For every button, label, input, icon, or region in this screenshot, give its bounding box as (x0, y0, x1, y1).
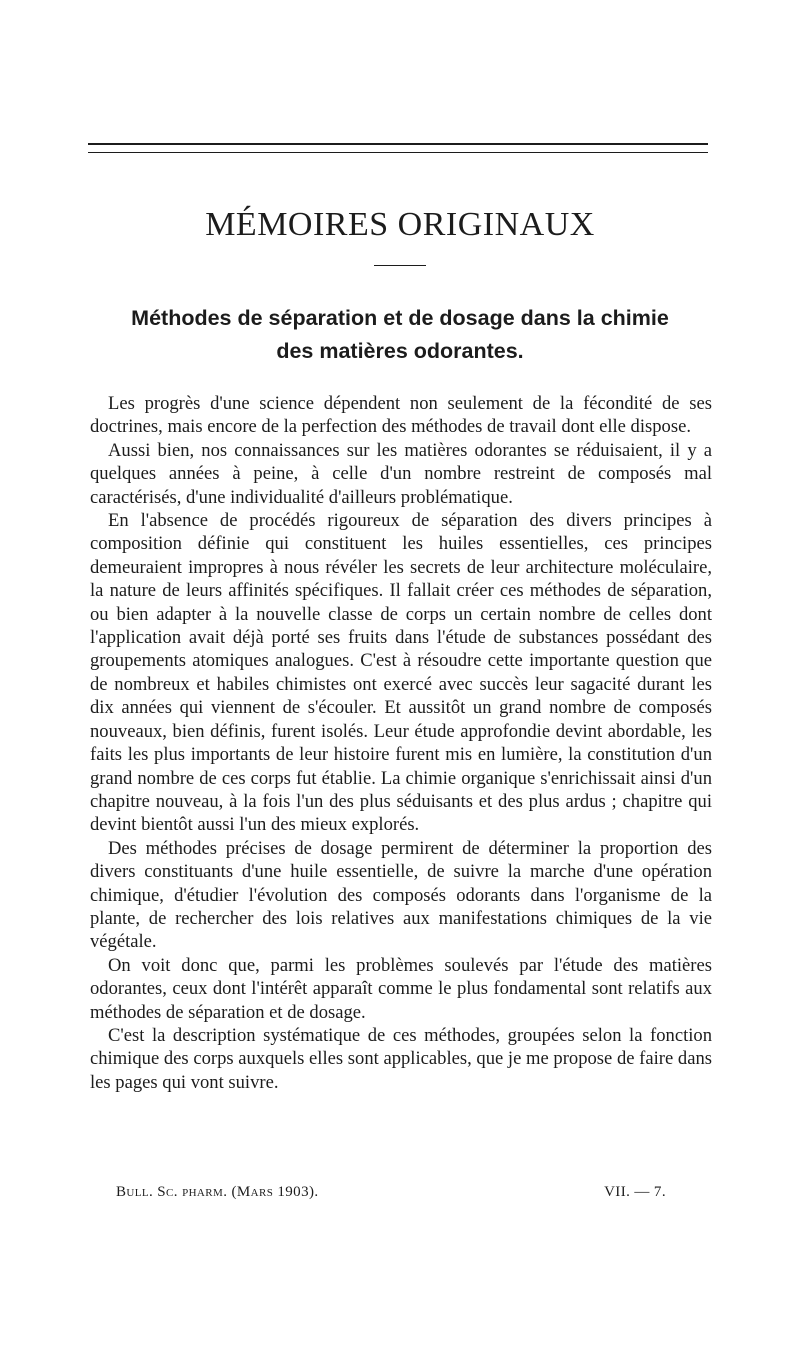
header-rule-thick (88, 143, 708, 145)
paragraph-2: Aussi bien, nos connaissances sur les matières odorantes se réduisaient, il y a quelques années à peine, à celle d'un nombre restreint de composés mal caractérisés, d'une individualité d'ailleurs problématique. (90, 439, 712, 508)
article-title (0, 302, 800, 368)
article-body (90, 392, 712, 1094)
paragraph-3: En l'absence de procédés rigoureux de séparation des divers principes à composition définie qui constituent les huiles essentielles, ces principes demeuraient impropres à nous révéler les secrets de leur architecture moléculaire, la nature de leurs affinités spécifiques. Il fallait créer ces méthodes de séparation, ou bien adapter à la nouvelle classe de corps un certain nombre de celles dont l'application avait déjà porté ses fruits dans l'étude de substances possédant des groupements atomiques analogues. C'est à résoudre cette importante question que de nombreux et habiles chimistes ont exercé avec succès leur sagacité durant les dix années qui viennent de s'écouler. Et aussitôt un grand nombre de composés nouveaux, bien définis, furent isolés. Leur étude approfondie devint abordable, les faits les plus importants de leur histoire furent mis en lumière, la constitution d'un grand nombre de ces corps fut établie. La chimie organique s'enrichissait ainsi d'un chapitre nouveau, à la fois l'un des plus séduisants et des plus ardus ; chapitre qui devint bientôt aussi l'un des mieux explorés. (90, 510, 712, 836)
title-divider (374, 265, 426, 266)
footer-source: Bull. Sc. pharm. (Mars 1903). (116, 1184, 319, 1200)
footer-signature: VII. — 7. (604, 1184, 666, 1200)
paragraph-6: C'est la description systématique de ces méthodes, groupées selon la fonction chimique des corps auxquels elles sont applicables, que je me propose de faire dans les pages qui vont suivre. (90, 1024, 712, 1093)
paragraph-5: On voit donc que, parmi les problèmes soulevés par l'étude des matières odorantes, ceux dont l'intérêt apparaît comme le plus fondamental sont relatifs aux méthodes de séparation et de dosage. (90, 954, 712, 1023)
paragraph-4: Des méthodes précises de dosage permirent de déterminer la proportion des divers constituants d'une huile essentielle, de suivre la marche d'une opération chimique, d'étudier l'évolution des composés odorants dans l'organisme de la plante, de rechercher des lois relatives aux manifestations chimiques de la vie végétale. (90, 837, 712, 953)
paragraph-1: Les progrès d'une science dépendent non seulement de la fécondité de ses doctrines, mais encore de la perfection des méthodes de travail dont elle dispose. (90, 393, 712, 438)
article-title-line-2: des matières odorantes. (276, 339, 524, 363)
page-footer (116, 1184, 666, 1201)
article-title-line-1: Méthodes de séparation et de dosage dans la chimie (131, 306, 669, 330)
section-title: MÉMOIRES ORIGINAUX (205, 206, 595, 243)
header-rule-thin (88, 152, 708, 153)
